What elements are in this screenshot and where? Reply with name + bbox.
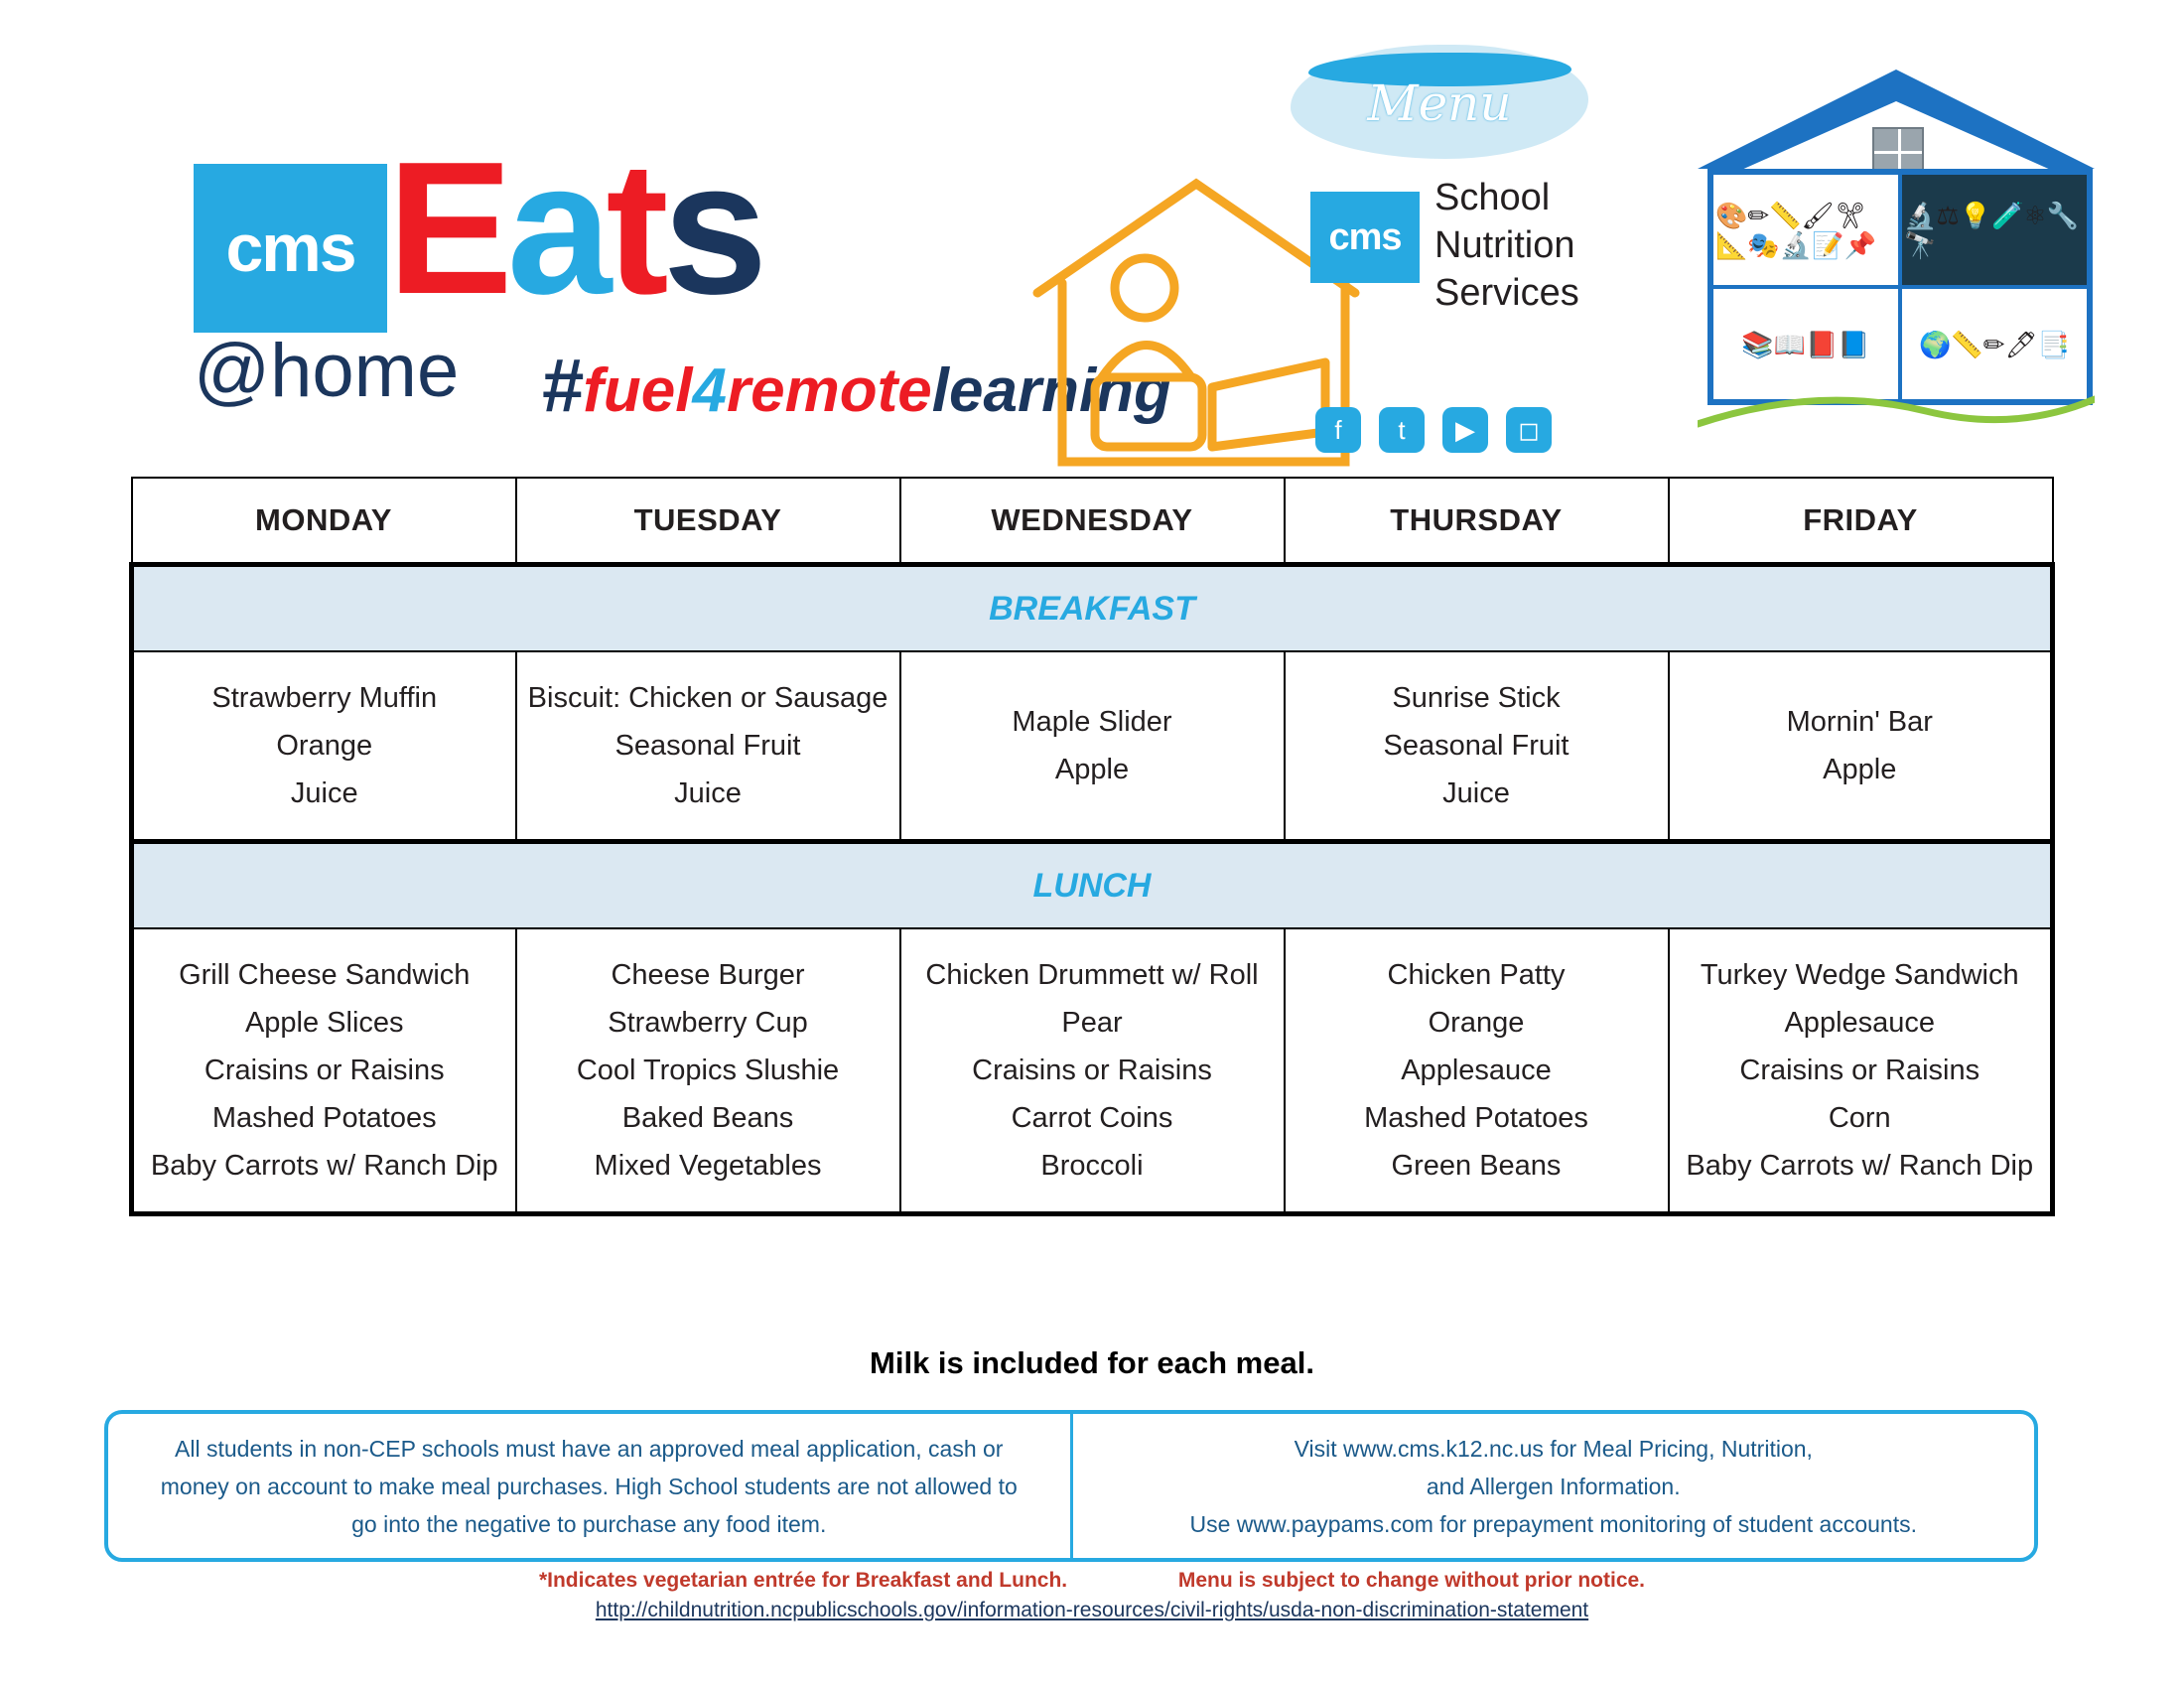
menu-item: Biscuit: Chicken or Sausage xyxy=(527,682,888,714)
house-window-icon xyxy=(1872,127,1924,175)
grass-swoosh xyxy=(1698,389,2095,439)
lunch-monday-cell xyxy=(132,928,516,1214)
website-info-notice xyxy=(1073,1414,2035,1558)
tagline-remote: remote xyxy=(727,356,932,425)
sns-text-block xyxy=(1434,174,1579,317)
sns-line-2: Nutrition xyxy=(1434,224,1575,266)
cms-logo-text: cms xyxy=(225,211,355,286)
menu-item: Broccoli xyxy=(1040,1150,1144,1182)
eats-letter-a: a xyxy=(506,123,607,334)
supplies-cell-art: 🎨✏📏🖌✂📐🎭🔬📝📌 xyxy=(1711,173,1900,287)
breakfast-items-row xyxy=(132,651,2053,842)
menu-item: Seasonal Fruit xyxy=(1383,730,1570,762)
notice-right-line-1: Visit www.cms.k12.nc.us for Meal Pricing, Nutrition, xyxy=(1294,1435,1813,1462)
menu-item: Applesauce xyxy=(1784,1007,1936,1039)
notice-panel xyxy=(104,1410,2038,1562)
lunch-friday-cell xyxy=(1669,928,2053,1214)
menu-item: Orange xyxy=(1428,1007,1525,1039)
menu-item: Craisins or Raisins xyxy=(204,1055,445,1086)
day-header-row xyxy=(132,478,2053,565)
menu-item: Sunrise Stick xyxy=(1392,682,1561,714)
eats-letter-s: s xyxy=(662,123,762,334)
menu-item: Baby Carrots w/ Ranch Dip xyxy=(1686,1150,2034,1182)
tagline-four: 4 xyxy=(692,356,727,425)
menu-item: Turkey Wedge Sandwich xyxy=(1700,959,2019,991)
instagram-icon[interactable]: ◻ xyxy=(1506,407,1552,453)
menu-item: Mornin' Bar xyxy=(1786,706,1933,738)
weekly-menu-table-wrapper xyxy=(129,477,2055,1216)
milk-note: Milk is included for each meal. xyxy=(870,1345,1314,1380)
notice-right-line-3: Use www.paypams.com for prepayment monitoring of student accounts. xyxy=(1189,1510,1917,1537)
menu-item: Chicken Drummett w/ Roll xyxy=(925,959,1259,991)
day-header-tuesday: TUESDAY xyxy=(516,478,900,565)
at-home-text: @home xyxy=(194,329,460,413)
lunch-thursday-cell xyxy=(1285,928,1669,1214)
youtube-icon[interactable]: ▶ xyxy=(1442,407,1488,453)
eats-letter-e: E xyxy=(387,123,507,334)
menu-item: Juice xyxy=(674,777,742,809)
page-footer xyxy=(0,1569,2184,1622)
menu-item: Mashed Potatoes xyxy=(1364,1102,1588,1134)
eats-wordmark xyxy=(387,119,761,338)
menu-item: Baked Beans xyxy=(621,1102,794,1134)
cms-eats-logo xyxy=(184,123,1236,442)
menu-item: Craisins or Raisins xyxy=(1739,1055,1980,1086)
breakfast-section-row xyxy=(132,565,2053,652)
footer-notes xyxy=(0,1569,2184,1593)
day-header-thursday: THURSDAY xyxy=(1285,478,1669,565)
menu-item: Mixed Vegetables xyxy=(594,1150,822,1182)
page-header xyxy=(0,0,2184,457)
menu-item: Juice xyxy=(1442,777,1510,809)
lunch-items-row xyxy=(132,928,2053,1214)
notice-left-line-3: go into the negative to purchase any food item. xyxy=(351,1510,827,1537)
house-body xyxy=(1707,169,2093,405)
supplies-cell-books: 📚📖📕📘 xyxy=(1711,287,1900,401)
notice-right-line-2: and Allergen Information. xyxy=(1426,1473,1681,1499)
facebook-icon[interactable]: f xyxy=(1315,407,1361,453)
tagline-fuel: fuel xyxy=(583,356,693,425)
menu-item: Seasonal Fruit xyxy=(614,730,801,762)
social-links[interactable] xyxy=(1315,407,1552,453)
sns-line-1: School xyxy=(1434,177,1551,218)
breakfast-wednesday-cell xyxy=(900,651,1285,842)
sns-line-3: Services xyxy=(1434,272,1579,314)
menu-item: Cheese Burger xyxy=(611,959,805,991)
menu-item: Cool Tropics Slushie xyxy=(576,1055,840,1086)
day-header-monday: MONDAY xyxy=(132,478,516,565)
eats-letter-t: t xyxy=(606,123,663,334)
menu-item: Grill Cheese Sandwich xyxy=(179,959,471,991)
lunch-tuesday-cell xyxy=(516,928,900,1214)
menu-item: Strawberry Muffin xyxy=(211,682,438,714)
notice-left-line-1: All students in non-CEP schools must have an approved meal application, cash or xyxy=(175,1435,1004,1462)
menu-item: Orange xyxy=(276,730,373,762)
supplies-cell-science: 🔬⚖💡🧪⚛🔧🔭 xyxy=(1900,173,2089,287)
menu-item: Carrot Coins xyxy=(1011,1102,1173,1134)
notice-left-line-2: money on account to make meal purchases. High School students are not allowed to xyxy=(160,1473,1018,1499)
menu-item: Juice xyxy=(290,777,358,809)
school-nutrition-services-logo xyxy=(1310,164,1648,333)
menu-item: Craisins or Raisins xyxy=(972,1055,1212,1086)
breakfast-section-label: BREAKFAST xyxy=(132,565,2053,652)
lunch-section-label: LUNCH xyxy=(132,842,2053,929)
menu-item: Green Beans xyxy=(1391,1150,1562,1182)
twitter-icon[interactable]: t xyxy=(1379,407,1425,453)
cms-logo-badge xyxy=(194,164,387,333)
usda-nondiscrimination-link[interactable]: http://childnutrition.ncpublicschools.gov/information-resources/civil-rights/usda-non-discrimination-statement xyxy=(595,1599,1589,1621)
sns-cms-text: cms xyxy=(1328,215,1402,258)
day-header-friday: FRIDAY xyxy=(1669,478,2053,565)
meal-application-notice xyxy=(108,1414,1073,1558)
breakfast-thursday-cell xyxy=(1285,651,1669,842)
menu-item: Baby Carrots w/ Ranch Dip xyxy=(150,1150,498,1182)
lunch-section-row xyxy=(132,842,2053,929)
menu-item: Maple Slider xyxy=(1012,706,1172,738)
menu-item: Apple Slices xyxy=(244,1007,404,1039)
menu-item: Apple xyxy=(1054,754,1130,785)
breakfast-tuesday-cell xyxy=(516,651,900,842)
supplies-cell-geography: 🌍📏✏🖊📑 xyxy=(1900,287,2089,401)
menu-item: Corn xyxy=(1828,1102,1891,1134)
menu-brush-banner xyxy=(1291,45,1588,159)
sns-cms-badge xyxy=(1310,192,1420,283)
menu-item: Pear xyxy=(1061,1007,1123,1039)
tagline-learning: learning xyxy=(931,356,1171,425)
hash-symbol-icon: # xyxy=(541,344,584,428)
day-header-wednesday: WEDNESDAY xyxy=(900,478,1285,565)
menu-item: Apple xyxy=(1823,754,1897,785)
breakfast-monday-cell xyxy=(132,651,516,842)
vegetarian-note: *Indicates vegetarian entrée for Breakfast and Lunch. xyxy=(538,1569,1068,1592)
menu-item: Strawberry Cup xyxy=(608,1007,808,1039)
menu-change-note: Menu is subject to change without prior notice. xyxy=(1177,1569,1646,1592)
menu-label: Menu xyxy=(1367,74,1512,132)
menu-item: Mashed Potatoes xyxy=(211,1102,437,1134)
menu-item: Applesauce xyxy=(1401,1055,1552,1086)
school-supplies-house-image xyxy=(1698,40,2095,457)
lunch-wednesday-cell xyxy=(900,928,1285,1214)
breakfast-friday-cell xyxy=(1669,651,2053,842)
weekly-menu-table xyxy=(129,477,2055,1216)
menu-item: Chicken Patty xyxy=(1387,959,1566,991)
